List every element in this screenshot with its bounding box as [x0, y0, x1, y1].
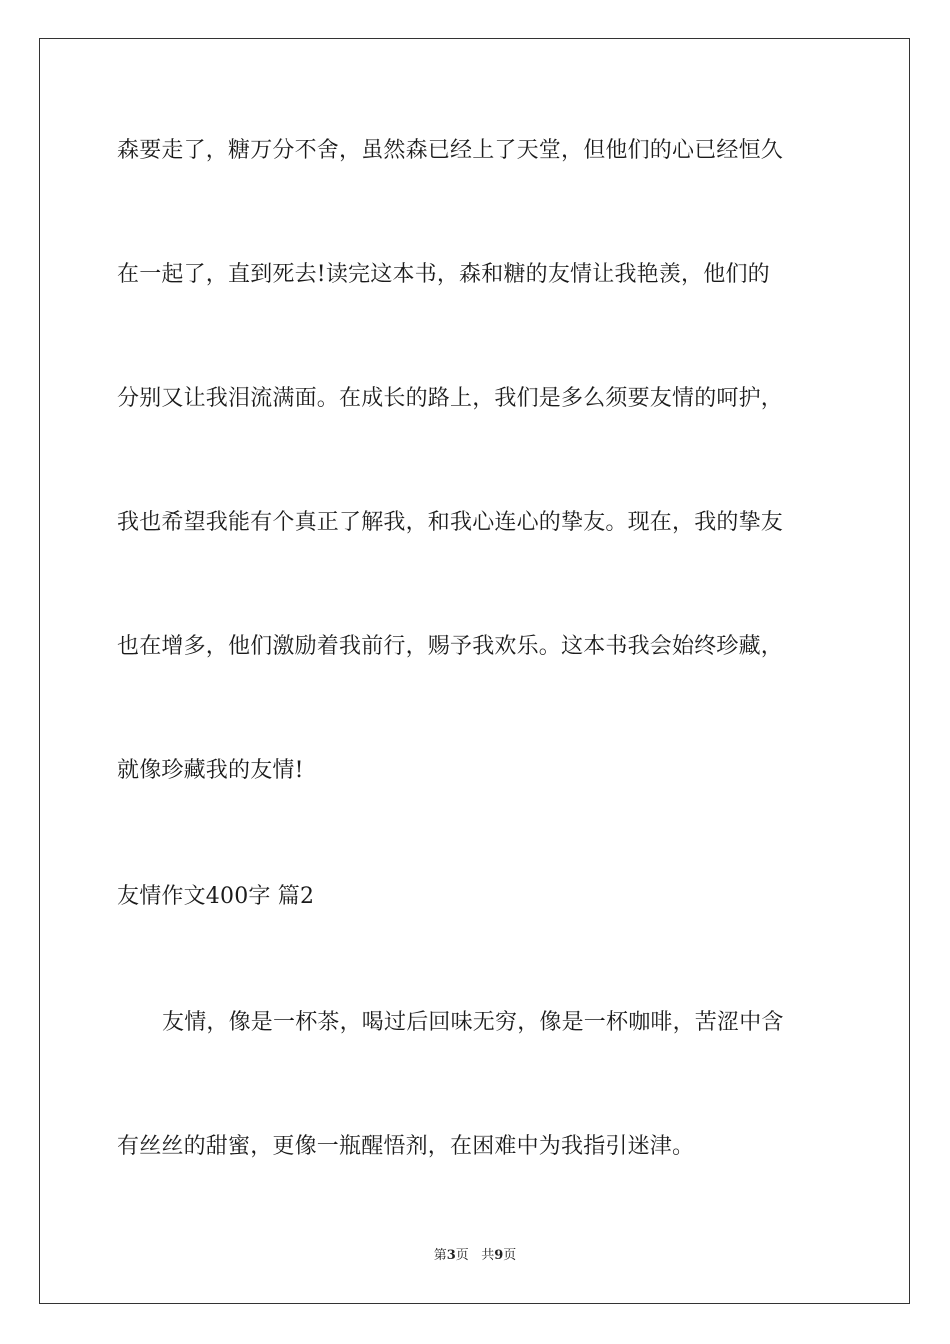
body-line-5: 也在增多，他们激励着我前行，赐予我欢乐。这本书我会始终珍藏， — [117, 634, 784, 659]
paragraph2-line-1: 友情，像是一杯茶，喝过后回味无穷，像是一杯咖啡，苦涩中含 — [162, 1010, 784, 1035]
body-line-3: 分别又让我泪流满面。在成长的路上，我们是多么须要友情的呵护， — [117, 386, 784, 411]
section-heading: 友情作文400字 篇2 — [117, 884, 315, 909]
body-line-4: 我也希望我能有个真正了解我，和我心连心的挚友。现在，我的挚友 — [117, 510, 784, 535]
footer-total-pages: 9 — [494, 1248, 504, 1263]
page-footer — [0, 1247, 950, 1265]
body-line-2: 在一起了，直到死去!读完这本书，森和糖的友情让我艳羡，他们的 — [117, 262, 770, 287]
footer-page-number: 3 — [446, 1248, 456, 1263]
footer-prefix: 第 — [433, 1248, 447, 1263]
page-border — [39, 38, 910, 1304]
footer-total-prefix: 共 — [481, 1248, 495, 1263]
body-line-6: 就像珍藏我的友情! — [117, 758, 304, 783]
footer-page-suffix: 页 — [455, 1248, 469, 1263]
paragraph2-line-2: 有丝丝的甜蜜，更像一瓶醒悟剂，在困难中为我指引迷津。 — [117, 1134, 695, 1159]
footer-total-suffix: 页 — [503, 1248, 517, 1263]
body-line-1: 森要走了，糖万分不舍，虽然森已经上了天堂，但他们的心已经恒久 — [117, 138, 784, 163]
